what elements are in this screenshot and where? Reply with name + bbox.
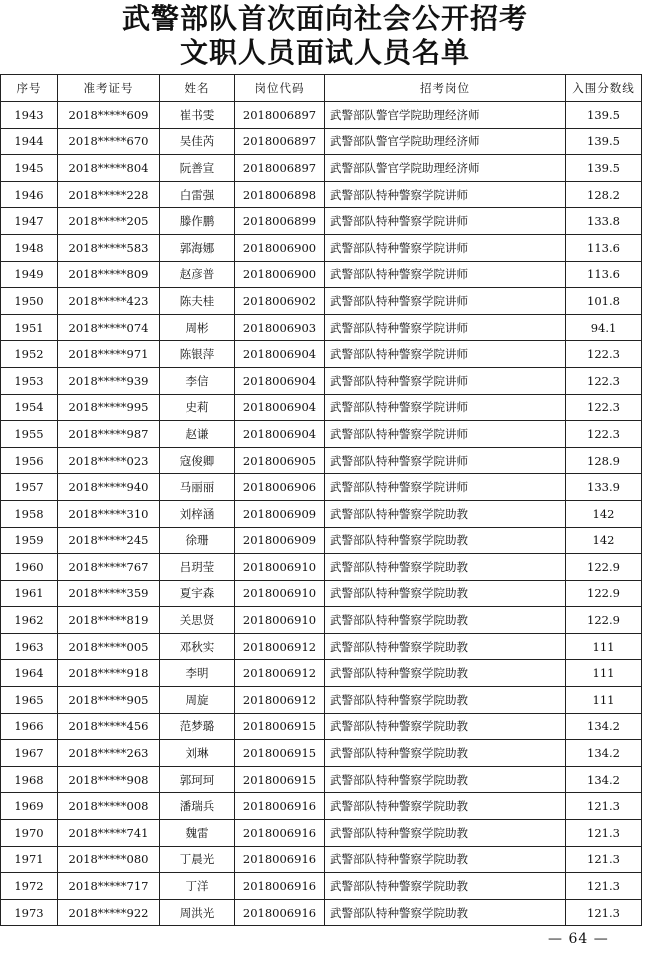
cell-position: 武警部队特种警察学院助教 xyxy=(325,820,566,847)
table-row xyxy=(1,367,642,394)
table-row xyxy=(1,766,642,793)
cell-cutoff-score: 142 xyxy=(566,500,642,527)
cell-ticket-number: 2018*****971 xyxy=(58,341,160,368)
cell-position-code: 2018006897 xyxy=(235,102,325,129)
cell-name: 范梦璐 xyxy=(160,713,235,740)
cell-index: 1948 xyxy=(1,234,58,261)
cell-ticket-number: 2018*****228 xyxy=(58,181,160,208)
cell-name: 郭珂珂 xyxy=(160,766,235,793)
cell-name: 魏雷 xyxy=(160,820,235,847)
cell-position: 武警部队警官学院助理经济师 xyxy=(325,128,566,155)
cell-cutoff-score: 121.3 xyxy=(566,899,642,926)
cell-cutoff-score: 121.3 xyxy=(566,873,642,900)
cell-index: 1963 xyxy=(1,633,58,660)
cell-cutoff-score: 122.9 xyxy=(566,554,642,581)
table-row xyxy=(1,288,642,315)
cell-position-code: 2018006910 xyxy=(235,607,325,634)
cell-name: 刘梓涵 xyxy=(160,500,235,527)
cell-index: 1971 xyxy=(1,846,58,873)
cell-cutoff-score: 111 xyxy=(566,660,642,687)
cell-position-code: 2018006904 xyxy=(235,341,325,368)
cell-cutoff-score: 122.3 xyxy=(566,367,642,394)
cell-ticket-number: 2018*****456 xyxy=(58,713,160,740)
cell-name: 周洪光 xyxy=(160,899,235,926)
cell-ticket-number: 2018*****008 xyxy=(58,793,160,820)
cell-position: 武警部队特种警察学院讲师 xyxy=(325,314,566,341)
cell-ticket-number: 2018*****767 xyxy=(58,554,160,581)
cell-index: 1949 xyxy=(1,261,58,288)
cell-cutoff-score: 121.3 xyxy=(566,793,642,820)
cell-position: 武警部队特种警察学院助教 xyxy=(325,713,566,740)
cell-cutoff-score: 101.8 xyxy=(566,288,642,315)
cell-cutoff-score: 121.3 xyxy=(566,820,642,847)
document-title: 武警部队首次面向社会公开招考 xyxy=(121,2,528,35)
page-number: — 64 — xyxy=(548,931,609,947)
table-row xyxy=(1,527,642,554)
cell-position: 武警部队特种警察学院助教 xyxy=(325,899,566,926)
header-index: 序号 xyxy=(1,75,58,102)
cell-index: 1958 xyxy=(1,500,58,527)
cell-ticket-number: 2018*****905 xyxy=(58,687,160,714)
cell-ticket-number: 2018*****005 xyxy=(58,633,160,660)
table-row xyxy=(1,607,642,634)
cell-position: 武警部队特种警察学院讲师 xyxy=(325,181,566,208)
cell-ticket-number: 2018*****940 xyxy=(58,474,160,501)
table-row xyxy=(1,394,642,421)
cell-position: 武警部队特种警察学院助教 xyxy=(325,633,566,660)
cell-cutoff-score: 128.9 xyxy=(566,447,642,474)
cell-ticket-number: 2018*****074 xyxy=(58,314,160,341)
cell-name: 寇俊卿 xyxy=(160,447,235,474)
cell-position-code: 2018006909 xyxy=(235,500,325,527)
cell-position-code: 2018006904 xyxy=(235,367,325,394)
table-row xyxy=(1,687,642,714)
cell-index: 1965 xyxy=(1,687,58,714)
cell-cutoff-score: 122.9 xyxy=(566,607,642,634)
cell-index: 1959 xyxy=(1,527,58,554)
table-row xyxy=(1,580,642,607)
cell-index: 1970 xyxy=(1,820,58,847)
cell-index: 1946 xyxy=(1,181,58,208)
cell-name: 马丽丽 xyxy=(160,474,235,501)
cell-position: 武警部队特种警察学院助教 xyxy=(325,607,566,634)
cell-name: 邓秋实 xyxy=(160,633,235,660)
document-subtitle: 文职人员面试人员名单 xyxy=(179,36,470,69)
cell-cutoff-score: 122.3 xyxy=(566,341,642,368)
cell-index: 1947 xyxy=(1,208,58,235)
cell-position: 武警部队特种警察学院讲师 xyxy=(325,208,566,235)
cell-index: 1968 xyxy=(1,766,58,793)
cell-cutoff-score: 113.6 xyxy=(566,234,642,261)
cell-ticket-number: 2018*****359 xyxy=(58,580,160,607)
cell-name: 白雷强 xyxy=(160,181,235,208)
cell-index: 1954 xyxy=(1,394,58,421)
cell-position-code: 2018006897 xyxy=(235,128,325,155)
cell-ticket-number: 2018*****670 xyxy=(58,128,160,155)
cell-cutoff-score: 142 xyxy=(566,527,642,554)
cell-index: 1943 xyxy=(1,102,58,129)
cell-position-code: 2018006916 xyxy=(235,846,325,873)
cell-position-code: 2018006906 xyxy=(235,474,325,501)
cell-position-code: 2018006897 xyxy=(235,155,325,182)
table-row xyxy=(1,740,642,767)
cell-ticket-number: 2018*****939 xyxy=(58,367,160,394)
table-row xyxy=(1,713,642,740)
table-row xyxy=(1,820,642,847)
cell-position-code: 2018006903 xyxy=(235,314,325,341)
cell-position-code: 2018006902 xyxy=(235,288,325,315)
cell-ticket-number: 2018*****023 xyxy=(58,447,160,474)
table-row xyxy=(1,102,642,129)
cell-position: 武警部队特种警察学院讲师 xyxy=(325,261,566,288)
cell-ticket-number: 2018*****918 xyxy=(58,660,160,687)
cell-index: 1960 xyxy=(1,554,58,581)
cell-ticket-number: 2018*****995 xyxy=(58,394,160,421)
cell-name: 李明 xyxy=(160,660,235,687)
cell-name: 周彬 xyxy=(160,314,235,341)
cell-position: 武警部队警官学院助理经济师 xyxy=(325,155,566,182)
cell-cutoff-score: 94.1 xyxy=(566,314,642,341)
cell-position-code: 2018006909 xyxy=(235,527,325,554)
cell-position: 武警部队特种警察学院助教 xyxy=(325,766,566,793)
table-row xyxy=(1,474,642,501)
cell-ticket-number: 2018*****922 xyxy=(58,899,160,926)
cell-position: 武警部队特种警察学院讲师 xyxy=(325,447,566,474)
cell-cutoff-score: 113.6 xyxy=(566,261,642,288)
cell-index: 1956 xyxy=(1,447,58,474)
cell-position-code: 2018006916 xyxy=(235,899,325,926)
cell-index: 1966 xyxy=(1,713,58,740)
cell-cutoff-score: 133.8 xyxy=(566,208,642,235)
cell-index: 1957 xyxy=(1,474,58,501)
cell-position: 武警部队特种警察学院助教 xyxy=(325,527,566,554)
cell-ticket-number: 2018*****819 xyxy=(58,607,160,634)
cell-ticket-number: 2018*****717 xyxy=(58,873,160,900)
cell-index: 1969 xyxy=(1,793,58,820)
cell-name: 赵谦 xyxy=(160,421,235,448)
cell-ticket-number: 2018*****987 xyxy=(58,421,160,448)
cell-position: 武警部队特种警察学院助教 xyxy=(325,554,566,581)
cell-cutoff-score: 121.3 xyxy=(566,846,642,873)
table-row xyxy=(1,500,642,527)
header-ticket-number: 准考证号 xyxy=(58,75,160,102)
cell-name: 丁晨光 xyxy=(160,846,235,873)
cell-name: 丁洋 xyxy=(160,873,235,900)
table-row xyxy=(1,793,642,820)
cell-position: 武警部队特种警察学院助教 xyxy=(325,793,566,820)
cell-position: 武警部队特种警察学院助教 xyxy=(325,873,566,900)
cell-ticket-number: 2018*****609 xyxy=(58,102,160,129)
cell-index: 1964 xyxy=(1,660,58,687)
cell-position: 武警部队特种警察学院助教 xyxy=(325,740,566,767)
cell-name: 周旋 xyxy=(160,687,235,714)
table-header-row xyxy=(1,75,642,102)
cell-cutoff-score: 111 xyxy=(566,633,642,660)
cell-name: 史莉 xyxy=(160,394,235,421)
header-cutoff-score: 入围分数线 xyxy=(566,75,642,102)
cell-name: 崔书雯 xyxy=(160,102,235,129)
cell-position: 武警部队特种警察学院助教 xyxy=(325,846,566,873)
cell-cutoff-score: 139.5 xyxy=(566,102,642,129)
table-row xyxy=(1,341,642,368)
table-row xyxy=(1,633,642,660)
cell-index: 1955 xyxy=(1,421,58,448)
cell-name: 陈夫桂 xyxy=(160,288,235,315)
header-position: 招考岗位 xyxy=(325,75,566,102)
cell-cutoff-score: 134.2 xyxy=(566,740,642,767)
cell-position-code: 2018006912 xyxy=(235,687,325,714)
cell-position: 武警部队特种警察学院讲师 xyxy=(325,474,566,501)
cell-index: 1972 xyxy=(1,873,58,900)
table-row xyxy=(1,421,642,448)
cell-position: 武警部队特种警察学院讲师 xyxy=(325,234,566,261)
cell-position: 武警部队特种警察学院助教 xyxy=(325,660,566,687)
cell-ticket-number: 2018*****809 xyxy=(58,261,160,288)
cell-name: 夏宇森 xyxy=(160,580,235,607)
cell-position: 武警部队特种警察学院助教 xyxy=(325,580,566,607)
cell-position: 武警部队特种警察学院讲师 xyxy=(325,421,566,448)
cell-name: 徐珊 xyxy=(160,527,235,554)
table-row xyxy=(1,181,642,208)
cell-name: 陈银萍 xyxy=(160,341,235,368)
table-row xyxy=(1,873,642,900)
cell-cutoff-score: 122.9 xyxy=(566,580,642,607)
cell-position-code: 2018006916 xyxy=(235,820,325,847)
cell-position-code: 2018006899 xyxy=(235,208,325,235)
cell-cutoff-score: 133.9 xyxy=(566,474,642,501)
cell-name: 赵彦普 xyxy=(160,261,235,288)
cell-ticket-number: 2018*****423 xyxy=(58,288,160,315)
table-row xyxy=(1,155,642,182)
cell-name: 李信 xyxy=(160,367,235,394)
cell-position-code: 2018006915 xyxy=(235,713,325,740)
header-position-code: 岗位代码 xyxy=(235,75,325,102)
table-row xyxy=(1,554,642,581)
cell-name: 吴佳芮 xyxy=(160,128,235,155)
cell-ticket-number: 2018*****804 xyxy=(58,155,160,182)
cell-ticket-number: 2018*****583 xyxy=(58,234,160,261)
cell-name: 吕玥莹 xyxy=(160,554,235,581)
cell-position: 武警部队警官学院助理经济师 xyxy=(325,102,566,129)
cell-ticket-number: 2018*****080 xyxy=(58,846,160,873)
cell-index: 1944 xyxy=(1,128,58,155)
cell-position-code: 2018006900 xyxy=(235,234,325,261)
cell-position-code: 2018006916 xyxy=(235,793,325,820)
cell-position-code: 2018006912 xyxy=(235,660,325,687)
cell-position-code: 2018006904 xyxy=(235,421,325,448)
cell-position-code: 2018006912 xyxy=(235,633,325,660)
cell-position-code: 2018006910 xyxy=(235,554,325,581)
cell-index: 1973 xyxy=(1,899,58,926)
cell-name: 关思贤 xyxy=(160,607,235,634)
cell-name: 潘瑞兵 xyxy=(160,793,235,820)
cell-position-code: 2018006904 xyxy=(235,394,325,421)
cell-cutoff-score: 139.5 xyxy=(566,155,642,182)
cell-cutoff-score: 139.5 xyxy=(566,128,642,155)
cell-name: 郭海娜 xyxy=(160,234,235,261)
cell-ticket-number: 2018*****245 xyxy=(58,527,160,554)
cell-position: 武警部队特种警察学院讲师 xyxy=(325,341,566,368)
table-row xyxy=(1,660,642,687)
cell-cutoff-score: 128.2 xyxy=(566,181,642,208)
cell-name: 阮善宣 xyxy=(160,155,235,182)
table-body xyxy=(1,102,642,926)
cell-position-code: 2018006905 xyxy=(235,447,325,474)
cell-cutoff-score: 111 xyxy=(566,687,642,714)
cell-position-code: 2018006916 xyxy=(235,873,325,900)
cell-position: 武警部队特种警察学院讲师 xyxy=(325,288,566,315)
cell-position-code: 2018006915 xyxy=(235,740,325,767)
cell-index: 1952 xyxy=(1,341,58,368)
cell-name: 滕作鹏 xyxy=(160,208,235,235)
cell-cutoff-score: 122.3 xyxy=(566,394,642,421)
cell-index: 1953 xyxy=(1,367,58,394)
cell-position: 武警部队特种警察学院讲师 xyxy=(325,367,566,394)
cell-name: 刘琳 xyxy=(160,740,235,767)
interview-list-table xyxy=(0,74,642,926)
cell-ticket-number: 2018*****310 xyxy=(58,500,160,527)
cell-position-code: 2018006898 xyxy=(235,181,325,208)
cell-index: 1961 xyxy=(1,580,58,607)
cell-index: 1951 xyxy=(1,314,58,341)
cell-position: 武警部队特种警察学院助教 xyxy=(325,687,566,714)
header-name: 姓名 xyxy=(160,75,235,102)
table-row xyxy=(1,208,642,235)
table-row xyxy=(1,447,642,474)
cell-ticket-number: 2018*****741 xyxy=(58,820,160,847)
cell-position-code: 2018006910 xyxy=(235,580,325,607)
table-row xyxy=(1,128,642,155)
table-row xyxy=(1,314,642,341)
table-row xyxy=(1,846,642,873)
cell-position-code: 2018006900 xyxy=(235,261,325,288)
cell-index: 1950 xyxy=(1,288,58,315)
cell-cutoff-score: 122.3 xyxy=(566,421,642,448)
cell-position: 武警部队特种警察学院助教 xyxy=(325,500,566,527)
cell-ticket-number: 2018*****263 xyxy=(58,740,160,767)
cell-ticket-number: 2018*****205 xyxy=(58,208,160,235)
cell-index: 1967 xyxy=(1,740,58,767)
cell-position: 武警部队特种警察学院讲师 xyxy=(325,394,566,421)
table-row xyxy=(1,234,642,261)
table-row xyxy=(1,261,642,288)
cell-cutoff-score: 134.2 xyxy=(566,766,642,793)
table-row xyxy=(1,899,642,926)
cell-position-code: 2018006915 xyxy=(235,766,325,793)
cell-index: 1945 xyxy=(1,155,58,182)
cell-ticket-number: 2018*****908 xyxy=(58,766,160,793)
cell-cutoff-score: 134.2 xyxy=(566,713,642,740)
cell-index: 1962 xyxy=(1,607,58,634)
